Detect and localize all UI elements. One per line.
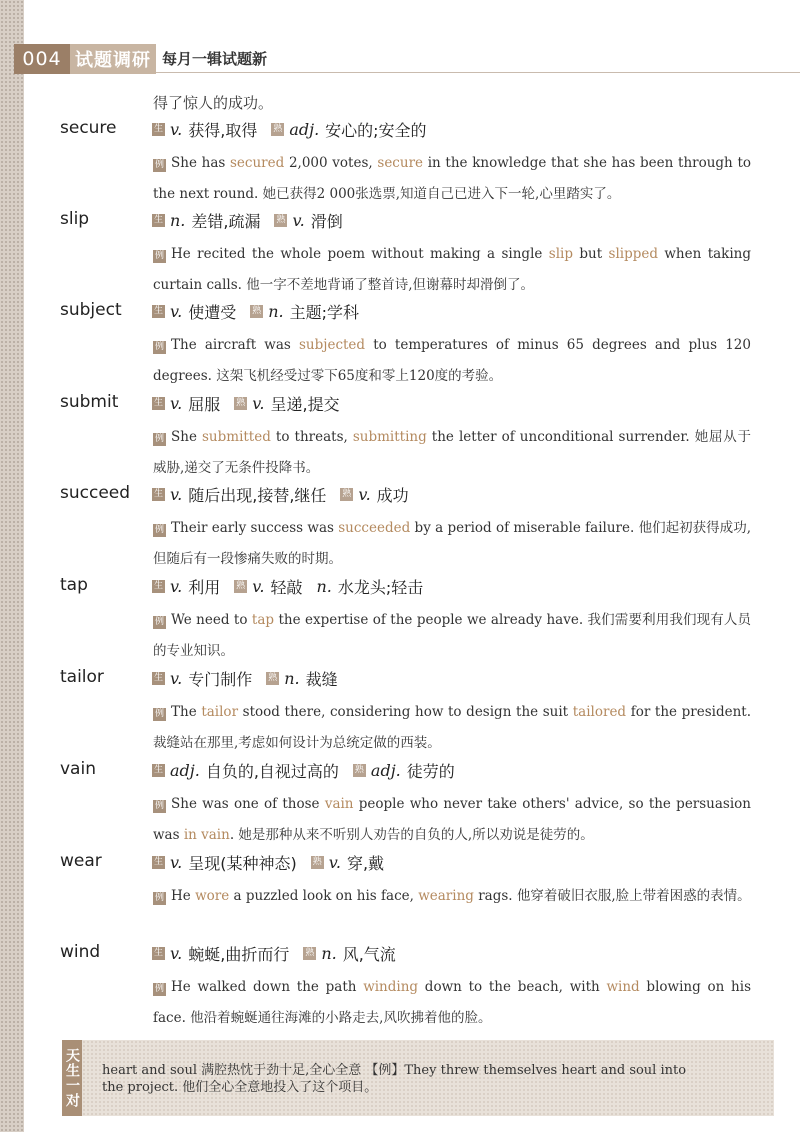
definitions — [152, 209, 357, 232]
meaning: 自负的,自视过高的 — [205, 762, 339, 781]
page-subtitle: 每月一辑试题新 — [162, 50, 268, 68]
sense-tag-icon: 生 — [153, 215, 163, 225]
example-text: when taking curtain calls. 他一字不差地背诵了整首诗,但谢幕时却滑倒了。 — [153, 246, 751, 293]
highlighted-word: in vain — [183, 827, 230, 843]
headword: tap — [60, 575, 88, 595]
part-of-speech: v. — [358, 485, 371, 504]
example-tag-icon: 例 — [154, 617, 164, 627]
example-text: She has — [171, 155, 230, 171]
highlighted-word: wind — [606, 979, 640, 995]
sense-tag-icon: 熟 — [236, 581, 246, 591]
highlighted-word: secured — [230, 155, 285, 171]
part-of-speech: v. — [170, 485, 183, 504]
example-text: Their early success was — [171, 520, 339, 536]
example-text: He — [171, 888, 196, 904]
example-text: She — [171, 429, 202, 445]
example-text: in the knowledge that she has been through to the next round. 她已获得2 000张选票,知道自己已进入下一轮,心里踏实了。 — [153, 155, 751, 202]
part-of-speech: v. — [292, 211, 305, 230]
part-of-speech: n. — [284, 669, 300, 688]
example-text: but — [572, 246, 609, 262]
example-sentence — [153, 330, 751, 392]
tip-label: 天生一对 — [62, 1040, 82, 1116]
example-text: He walked down the path — [171, 979, 364, 995]
sense-tag-icon: 生 — [153, 581, 163, 591]
header-divider — [156, 72, 800, 73]
meaning: 使遭受 — [188, 303, 237, 322]
sense-tag-icon: 熟 — [252, 306, 262, 316]
highlighted-word: wore — [195, 888, 230, 904]
meaning: 安心的;安全的 — [325, 121, 427, 140]
example-text: She was one of those — [171, 796, 325, 812]
part-of-speech: v. — [328, 853, 341, 872]
part-of-speech: n. — [316, 577, 332, 596]
part-of-speech: adj. — [289, 120, 320, 139]
definitions — [152, 759, 469, 782]
headword: wear — [60, 851, 102, 871]
headword: vain — [60, 759, 96, 779]
definitions — [152, 667, 352, 690]
part-of-speech: v. — [170, 944, 183, 963]
meaning: 蜿蜒,曲折而行 — [188, 945, 290, 964]
sense-tag-icon: 熟 — [354, 765, 364, 775]
example-sentence — [153, 605, 751, 667]
meaning: 随后出现,接替,继任 — [188, 486, 327, 505]
example-text: . 她是那种从来不听别人劝告的自负的人,所以劝说是徒劳的。 — [229, 827, 594, 843]
meaning: 徒劳的 — [406, 762, 455, 781]
headword: slip — [60, 209, 90, 229]
meaning: 利用 — [188, 578, 221, 597]
example-tag-icon: 例 — [154, 342, 164, 352]
section-title: 试题调研 — [70, 44, 156, 74]
example-tag-icon: 例 — [154, 525, 164, 535]
part-of-speech: v. — [170, 577, 183, 596]
example-tag-icon: 例 — [154, 984, 164, 994]
sense-tag-icon: 生 — [153, 398, 163, 408]
example-sentence — [153, 239, 751, 301]
definitions — [152, 851, 398, 874]
example-text: down to the beach, with — [418, 979, 607, 995]
example-tag-icon: 例 — [154, 893, 164, 903]
highlighted-word: tailor — [201, 704, 239, 720]
page-number: 004 — [14, 44, 70, 74]
highlighted-word: tailored — [572, 704, 627, 720]
part-of-speech: adj. — [170, 761, 200, 780]
highlighted-word: slip — [548, 246, 573, 262]
example-text: blowing on his face. 他沿着蜿蜒通往海滩的小路走去,风吹拂着他的脸。 — [153, 979, 751, 1026]
example-sentence — [153, 972, 751, 1034]
meaning: 裁缝 — [305, 670, 338, 689]
part-of-speech: v. — [170, 302, 183, 321]
highlighted-word: secure — [377, 155, 424, 171]
part-of-speech: v. — [170, 669, 183, 688]
example-sentence — [153, 881, 751, 912]
highlighted-word: subjected — [299, 337, 366, 353]
part-of-speech: n. — [268, 302, 284, 321]
example-text: We need to — [171, 612, 252, 628]
example-text: He recited the whole poem without making a single — [171, 246, 549, 262]
sense-tag-icon: 熟 — [273, 124, 283, 134]
sense-tag-icon: 生 — [153, 673, 163, 683]
example-tag-icon: 例 — [154, 801, 164, 811]
highlighted-word: winding — [363, 979, 419, 995]
sense-tag-icon: 熟 — [305, 948, 315, 958]
example-sentence — [153, 422, 751, 484]
example-text: stood there, considering how to design the suit — [238, 704, 573, 720]
sense-tag-icon: 熟 — [276, 215, 286, 225]
example-sentence — [153, 789, 751, 851]
part-of-speech: n. — [170, 211, 186, 230]
sense-tag-icon: 生 — [153, 124, 163, 134]
headword: subject — [60, 300, 122, 320]
headword: tailor — [60, 667, 104, 687]
meaning: 成功 — [376, 486, 409, 505]
definitions — [152, 483, 423, 506]
sense-tag-icon: 生 — [153, 857, 163, 867]
meaning: 获得,取得 — [188, 121, 258, 140]
example-sentence — [153, 513, 751, 575]
part-of-speech: v. — [170, 120, 183, 139]
example-text: The aircraft was — [171, 337, 299, 353]
definitions — [152, 392, 354, 415]
example-tag-icon: 例 — [154, 160, 164, 170]
part-of-speech: v. — [170, 853, 183, 872]
example-text: to threats, — [270, 429, 353, 445]
sense-tag-icon: 熟 — [342, 489, 352, 499]
part-of-speech: v. — [252, 577, 265, 596]
headword: secure — [60, 118, 117, 138]
meaning: 屈服 — [188, 395, 221, 414]
definitions — [152, 118, 441, 141]
highlighted-word: succeeded — [338, 520, 411, 536]
example-tag-icon: 例 — [154, 251, 164, 261]
tip-text: heart and soul 满腔热忱于劲十足,全心全意 【例】They threw themselves heart and soul into the project. 他们全心全意地投入了这个项目。 — [102, 1063, 687, 1095]
example-sentence — [153, 697, 751, 759]
meaning: 专门制作 — [188, 670, 253, 689]
meaning: 滑倒 — [310, 212, 343, 231]
sense-tag-icon: 生 — [153, 765, 163, 775]
sense-tag-icon: 熟 — [268, 673, 278, 683]
meaning: 主题;学科 — [289, 303, 360, 322]
example-text: for the president. 裁缝站在那里,考虑如何设计为总统定做的西装。 — [153, 704, 752, 751]
definitions — [152, 300, 373, 323]
example-text: The — [171, 704, 202, 720]
part-of-speech: v. — [252, 394, 265, 413]
meaning: 水龙头;轻击 — [337, 578, 424, 597]
headword: succeed — [60, 483, 131, 503]
example-tag-icon: 例 — [154, 709, 164, 719]
headword: wind — [60, 942, 101, 962]
decorative-strip — [0, 0, 24, 1132]
definitions — [152, 575, 437, 598]
highlighted-word: slipped — [608, 246, 658, 262]
sense-tag-icon: 生 — [153, 489, 163, 499]
part-of-speech: adj. — [370, 761, 401, 780]
highlighted-word: tap — [251, 612, 275, 628]
part-of-speech: v. — [170, 394, 183, 413]
example-tag-icon: 例 — [154, 434, 164, 444]
example-text: the letter of unconditional surrender. 她屈从于威胁,递交了无条件投降书。 — [153, 429, 751, 476]
sense-tag-icon: 熟 — [312, 857, 322, 867]
sense-tag-icon: 熟 — [236, 398, 246, 408]
highlighted-word: wearing — [418, 888, 474, 904]
meaning: 穿,戴 — [346, 854, 385, 873]
example-text: by a period of miserable failure. 他们起初获得成功,但随后有一段惨痛失败的时期。 — [153, 520, 751, 567]
sense-tag-icon: 生 — [153, 948, 163, 958]
highlighted-word: submitted — [202, 429, 271, 445]
sense-tag-icon: 生 — [153, 306, 163, 316]
example-text: rags. 他穿着破旧衣服,脸上带着困惑的表情。 — [473, 888, 751, 904]
example-text: to temperatures of minus 65 degrees and plus 120 degrees. 这架飞机经受过零下65度和零上120度的考验。 — [153, 337, 751, 384]
meaning: 轻敲 — [270, 578, 303, 597]
part-of-speech: n. — [321, 944, 337, 963]
example-sentence — [153, 148, 751, 210]
meaning: 差错,疏漏 — [191, 212, 261, 231]
example-text: a puzzled look on his face, — [229, 888, 419, 904]
meaning: 呈现(某种神态) — [188, 854, 297, 873]
example-text: the expertise of the people we already have. 我们需要利用我们现有人员的专业知识。 — [153, 612, 751, 659]
definitions — [152, 942, 410, 965]
highlighted-word: vain — [324, 796, 354, 812]
continuation-text: 得了惊人的成功。 — [153, 94, 274, 112]
headword: submit — [60, 392, 119, 412]
highlighted-word: submitting — [352, 429, 427, 445]
meaning: 风,气流 — [342, 945, 396, 964]
example-text: 2,000 votes, — [284, 155, 378, 171]
example-text: people who never take others' advice, so the persuasion was — [153, 796, 751, 843]
meaning: 呈递,提交 — [270, 395, 340, 414]
